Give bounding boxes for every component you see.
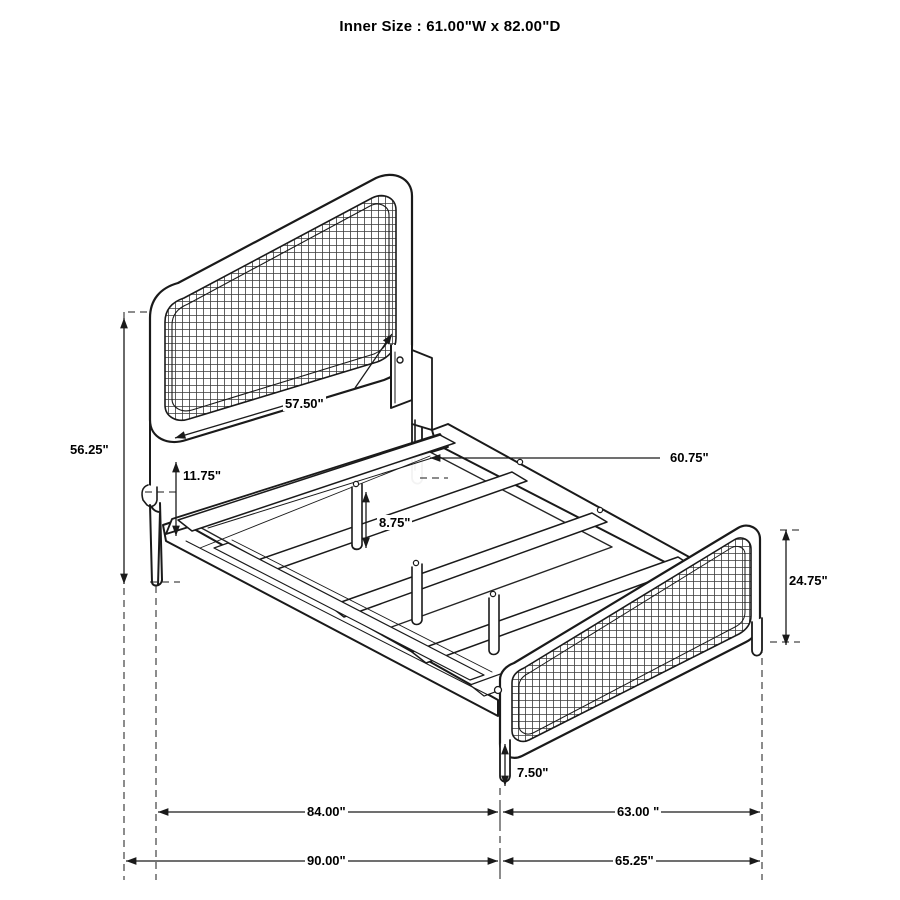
dim-label-60-75: 60.75" <box>670 450 709 465</box>
dim-label-63-00: 63.00 " <box>617 804 660 819</box>
page-title: Inner Size : 61.00"W x 82.00"D <box>339 18 561 35</box>
dim-label-56-25: 56.25" <box>70 442 109 457</box>
dim-label-65-25: 65.25" <box>615 853 654 868</box>
dim-label-7-50: 7.50" <box>517 765 549 780</box>
dim-row-outer <box>126 849 760 873</box>
dim-label-90-00: 90.00" <box>307 853 346 868</box>
dim-label-24-75: 24.75" <box>789 573 828 588</box>
dim-label-84-00: 84.00" <box>307 804 346 819</box>
dim-label-8-75: 8.75" <box>379 515 411 530</box>
dim-label-57-50: 57.50" <box>285 396 324 411</box>
dim-row-inner <box>158 800 760 824</box>
dim-label-11-75: 11.75" <box>183 468 221 483</box>
